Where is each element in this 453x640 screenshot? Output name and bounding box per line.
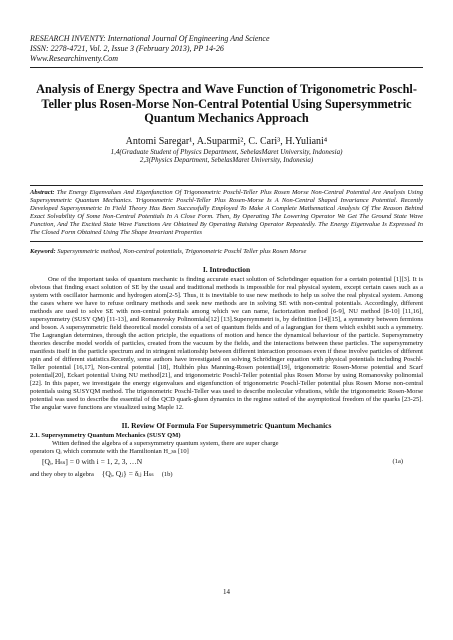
keywords bbox=[30, 248, 423, 256]
subsection-text-2: operators Qᵢ which commute with the Hamiltonian H_ss [10] bbox=[30, 447, 189, 455]
affiliation-1: 1,4(Graduate Student of Physics Department, SebelasMaret University, Indonesia) bbox=[110, 147, 343, 156]
equation-1b-body: {Qᵢ, Qⱼ} = δᵢⱼ Hₛₛ bbox=[101, 468, 154, 478]
introduction-paragraph: One of the important tasks of quantum mechanic is finding accurate exact solution of Schrödinger equation for a certain potential [1][3]. It is obvious that finding exact solution of SE by the usual and traditional methods is impossible for real physical system, except certain cases such as a system with oscillator harmonic and hydrogen atom[2-5]. Thus, it is inevitable to use new methods to help us solve the real physical system. Among the cases where we have to refuse ordinary methods and seek new methods are in solving SE with non-central potentials. Accordingly, different methods are used to solve SE with non-central potentials among which we can name, factorization method [6-9], NU method [8-10] [11,16], supersymmetry (SUSY QM) [11-13], and Romanovsky Polinomials[12] [13].Supersymmetri is, by definition [14][15], a symmetry between fermions and boson. A supersymmetric field theoretical model consists of a set of quantum fields and of a lagrangian for them which exhibit such a symmetry. The Lagrangian determines, through the action priciple, the equations of motion and hence the dynamical behaviour of the particle. Supersymmetry theories describe model worlds of particles, created from the vacuum by the fields, and the interactions between these particles. The supersymmetry manifests itself in the particle spectrum and in stringent relationship between different interaction processes even if these involve particles of different spin and of different statistics.Recently, some authors have investigated on solving Schrödinger equation with physical potentials including Poschl-Teller potential [16,17], Non-central potential [18], Hulthén plus Manning-Rosen potential[19], trigonometric Rosen-Morse potential and Scarf potential[20], Eckart potential Using NU method[21], and trigonometric Poschl-Teller potential plus Rosen Morse by using Romanovsky polinomial [22]. In this paper, we investigate the energy eigenvalues and eigenfunction of trigonometric Poschl-Teller potential plus Rosen Morse non-central potentials using SUSYQM method. The trigonometric Poschl-Teller was used to describe molecular vibrations, while the trigonometric Rosen-Morse potential was used to describe the essential of the QCD quark-gluon dynamics in the regime suited of the asymptotical freedom of the quarks [23-25]. The angular wave functions are visualized using Maple 12. bbox=[30, 275, 423, 411]
abstract-box bbox=[30, 185, 423, 242]
header-rule bbox=[30, 67, 423, 68]
paper-title: Analysis of Energy Spectra and Wave Function of Trigonometric Poschl-Teller plus Rosen-Morse Non-Central Potential Using Supersymmetric Quantum Mechanics Approach bbox=[36, 82, 417, 125]
equation-1a-body: [Qᵢ, Hₛₛ] = 0 with i = 1, 2, 3, …N bbox=[42, 456, 143, 466]
journal-website: Www.Researchinventy.Com bbox=[30, 54, 118, 63]
equation-1a-number: (1a) bbox=[392, 457, 403, 465]
equation-1b-number: (1b) bbox=[161, 470, 173, 478]
journal-name: RESEARCH INVENTY: International Journal Of Engineering And Science bbox=[30, 34, 270, 43]
equation-1b-prefix: and they obey to algebra bbox=[30, 470, 94, 478]
journal-issn: ISSN: 2278-4721, Vol. 2, Issue 3 (February 2013), PP 14-26 bbox=[30, 44, 224, 53]
journal-header bbox=[30, 34, 423, 64]
page-number: 14 bbox=[223, 588, 230, 596]
affiliation-2: 2,3(Physics Department, SebelasMaret University, Indonesia) bbox=[139, 156, 314, 164]
keywords-text: Supersymmetric method, Non-central potentials, Trigonometric Poschl Teller plus Rosen Morse bbox=[55, 247, 307, 255]
authors: Antomi Saregar¹, A.Suparmi², C. Cari³, H.Yuliani⁴ bbox=[125, 135, 328, 147]
keywords-label: Keyword: bbox=[30, 247, 56, 255]
subsection-text-1: Witten defined the algebra of a supersymmetry quantum system, there are super charge bbox=[52, 439, 279, 447]
subsection-heading: 2.1. Supersymmetry Quantum Mechanics (SUSY QM) bbox=[30, 431, 181, 439]
equation-1a bbox=[30, 456, 423, 468]
abstract bbox=[30, 189, 423, 237]
section-heading-introduction: I. Introduction bbox=[202, 264, 251, 274]
section-heading-review: II. Review Of Formula For Supersymmetric Quantum Mechanics bbox=[121, 420, 332, 430]
abstract-text: The Energy Eigenvalues And Eigenfunction Of Trigonometric Poschl-Teller Plus Rosen Morse Non-Central Potential Are Analysis Using Supersymmetric Quantum Mechanics. Trigonometric Poschl-Teller Plus Rosen-Morse Is A Non-Central Shaped Invariance Potential. Recently Developed Supersymmetric In Field Theory Has Been Successfully Employed To Make A Complete Mathematical Analysis Of The Reason Behind Exact Solvability Of Some Non-Central Potentials In A Close Form. Then, By Operating The Lowering Operator We Get The Ground State Wave Function, And The Excited State Wave Functions Are Obtained By Operating Raising Operator Repeatedly. The Energy Eigenvalue Is Expressed In The Closed Form Obtained Using The Shape Invariant Properties bbox=[30, 188, 423, 236]
abstract-label: Abstract: bbox=[30, 188, 55, 196]
equation-1b bbox=[30, 468, 423, 480]
